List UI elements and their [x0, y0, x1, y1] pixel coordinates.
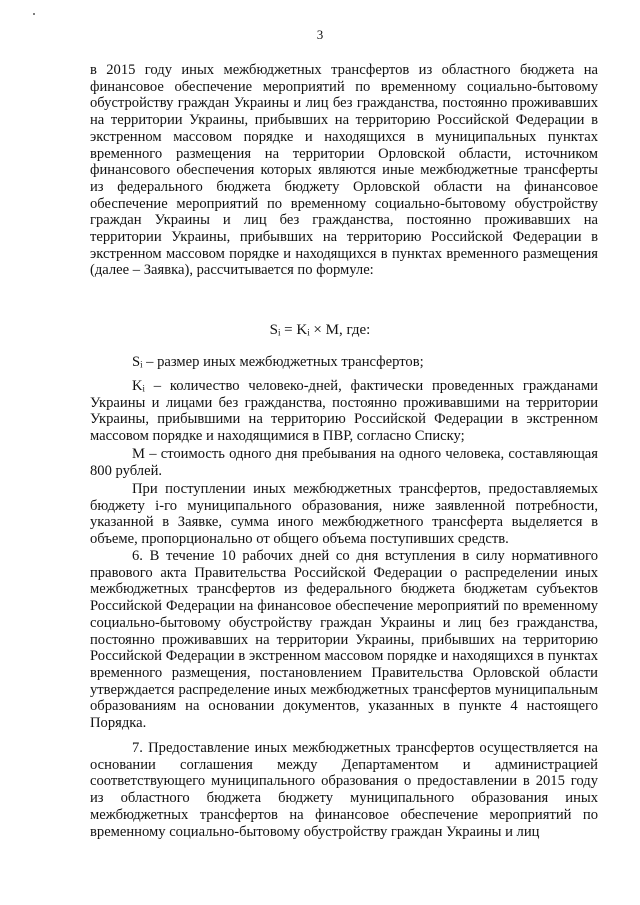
formula: Sᵢ = Kᵢ × M, где: [269, 322, 371, 338]
paragraph-shortfall-allocation: При поступлении иных межбюджетных трансфертов, предоставляемых бюджету i-го муниципального образования, ниже заявленной потребности, указанной в Заявке, сумма иного межбюджетного трансферта выделяется в объеме, пропорционально от общего объема поступивших средств. [90, 481, 598, 548]
paragraph-definition-s: Sᵢ – размер иных межбюджетных трансфертов; [132, 354, 424, 370]
paragraph-item-7: 7. Предоставление иных межбюджетных трансфертов осуществляется на основании соглашения между Департаментом и администрацией соответствующего муниципального образования о предоставлении в 2015 году из областного бюджета бюджету муниципального образования иных межбюджетных трансфертов на финансовое обеспечение мероприятий по временному социально-бытовому обустройству граждан Украины и лиц [90, 740, 598, 840]
page-number: 3 [316, 27, 324, 42]
paragraph-definition-k: Kᵢ – количество человеко-дней, фактически проведенных гражданами Украины и лицами без гражданства, постоянно проживавшими на территории Украины, прибывшими на территорию Российской Федерации в экстренном массовом порядке и находящимися в ПВР, согласно Списку; [90, 378, 598, 445]
paragraph-definition-m: М – стоимость одного дня пребывания на одного человека, составляющая 800 рублей. [90, 446, 598, 479]
scan-speck [33, 13, 35, 15]
paragraph-application-formula-intro: в 2015 году иных межбюджетных трансфертов из областного бюджета на финансовое обеспечение мероприятий по временному социально-бытовому обустройству граждан Украины и лиц без гражданства, постоянно проживавших на территории Украины, прибывших на территорию Российской Федерации в экстренном массовом порядке и находящихся в муниципальных пунктах временного размещения на территории Орловской области, источником финансового обеспечения которых являются иные межбюджетные трансферты из федерального бюджета бюджету Орловской области на финансовое обеспечение мероприятий по временному социально-бытовому обустройству граждан Украины и лиц без гражданства, постоянно проживавших на территории Украины, прибывших на территорию Российской Федерации в экстренном массовом порядке и находящихся в пунктах временного размещения (далее – Заявка), рассчитывается по формуле: [90, 62, 598, 279]
paragraph-item-6: 6. В течение 10 рабочих дней со дня вступления в силу нормативного правового акта Правительства Российской Федерации о распределении иных межбюджетных трансфертов из федерального бюджета бюджетам субъектов Российской Федерации на финансовое обеспечение мероприятий по временному социально-бытовому обустройству граждан Украины и лиц без гражданства, постоянно проживавших на территории Украины, прибывших на территорию Российской Федерации в экстренном массовом порядке и находящихся в пунктах временного размещения, постановлением Правительства Орловской области утверждается распределение иных межбюджетных трансфертов муниципальным образованиям на основании документов, указанных в пункте 4 настоящего Порядка. [90, 548, 598, 732]
